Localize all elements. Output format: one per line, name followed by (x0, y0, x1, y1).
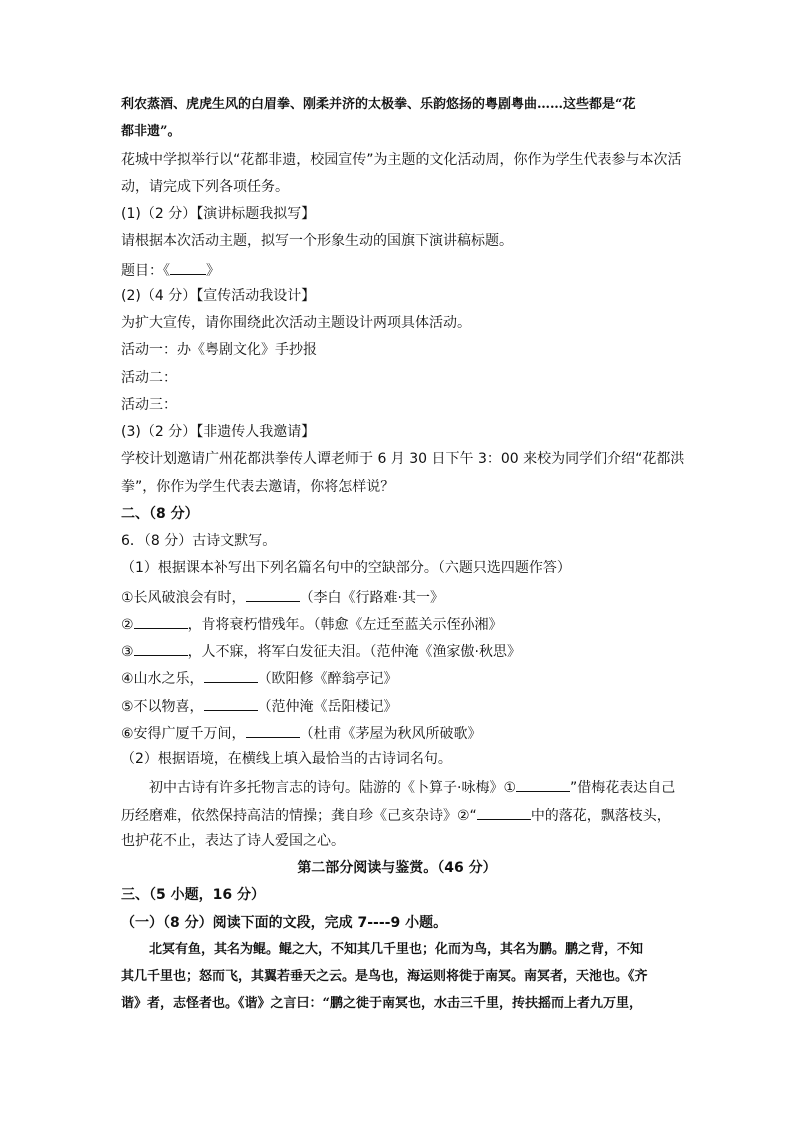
context-line-1: 花城中学拟举行以“花都非遗，校园宣传”为主题的文化活动周，你作为学生代表参与本次活 (121, 152, 682, 168)
context-blank-2[interactable] (477, 805, 531, 820)
intro-line-2: 都非遗”。 (121, 124, 181, 139)
task1-answer-suffix: 》 (206, 263, 220, 279)
title-blank[interactable] (170, 260, 206, 275)
passage-line-1: 北冥有鱼，其名为鲲。鲲之大，不知其几千里也；化而为鸟，其名为鹏。鹏之背，不知 (149, 942, 644, 957)
passage-line-3: 谐》者，志怪者也。《谐》之言曰：“鹏之徙于南冥也，水击三千里，抟扶摇而上者九万里， (121, 996, 642, 1011)
poem-item-5 (121, 696, 398, 716)
context-para-line-3: 也护花不止，表达了诗人爱国之心。 (121, 833, 345, 849)
section3-subtitle: （一）（8 分）阅读下面的文段，完成 7----9 小题。 (121, 915, 448, 931)
task3-line-1: 学校计划邀请广州花都洪拳传人谭老师于 6 月 30 日下午 3：00 来校为同学们介绍“花都洪 (121, 451, 685, 467)
section2-title: 二、（8 分） (121, 506, 199, 522)
para-line-2-post: 中的落花，飘落枝头， (530, 808, 671, 824)
task1-body: 请根据本次活动主题，拟写一个形象生动的国旗下演讲稿标题。 (121, 233, 513, 249)
poem-item-6 (121, 723, 482, 743)
poem-blank-6[interactable] (246, 723, 300, 738)
poem-item-5-post: （范仲淹《岳阳楼记》 (257, 699, 398, 715)
task3-line-2: 拳”，你作为学生代表去邀请，你将怎样说？ (121, 479, 395, 495)
poem-item-4-post: （欧阳修《醉翁亭记》 (257, 671, 398, 687)
activity-1: 活动一：办《粤剧文化》手抄报 (121, 342, 317, 358)
poem-item-1-pre: ①长风破浪会有时， (121, 590, 246, 606)
para-line-1-post: ”借梅花表达自己 (570, 780, 676, 796)
poem-item-1-post: （李白《行路难·其一》 (299, 590, 445, 606)
poem-item-6-pre: ⑥安得广厦千万间， (121, 726, 246, 742)
context-para-line-2 (121, 805, 671, 825)
poem-blank-4[interactable] (204, 668, 258, 683)
section3-title: 三、（5 小题，16 分） (121, 887, 265, 903)
poem-item-5-pre: ⑤不以物喜， (121, 699, 204, 715)
context-line-2: 动，请完成下列各项任务。 (121, 179, 289, 195)
task2-body: 为扩大宣传，请你围绕此次活动主题设计两项具体活动。 (121, 315, 471, 331)
activity-3: 活动三： (121, 397, 177, 413)
poem-item-4 (121, 668, 398, 688)
poem-blank-5[interactable] (204, 696, 258, 711)
poem-item-4-pre: ④山水之乐， (121, 671, 204, 687)
poem-item-3 (121, 641, 521, 661)
task1-answer-prefix: 题目：《 (121, 263, 170, 279)
poem-item-1 (121, 587, 444, 607)
part1-instruction: （1）根据课本补写出下列名篇名句中的空缺部分。（六题只选四题作答） (121, 560, 571, 576)
task2-heading: (2)（4 分）【宣传活动我设计】 (121, 288, 316, 304)
poem-item-3-post: ，人不寐，将军白发征夫泪。（范仲淹《渔家傲·秋思》 (187, 644, 522, 660)
part-two-title: 第二部分阅读与鉴赏。（46 分） (297, 860, 497, 876)
poem-item-2 (121, 614, 503, 634)
poem-item-2-pre: ② (121, 617, 134, 633)
activity-2: 活动二： (121, 370, 177, 386)
intro-line-1: 利农蒸酒、虎虎生风的白眉拳、刚柔并济的太极拳、乐韵悠扬的粤剧粤曲……这些都是“花 (121, 97, 636, 112)
para-line-2-pre: 历经磨难，依然保持高洁的情操；龚自珍《己亥杂诗》②“ (121, 808, 477, 824)
poem-item-6-post: （杜甫《茅屋为秋风所破歌》 (299, 726, 482, 742)
poem-blank-3[interactable] (134, 641, 188, 656)
task3-heading: (3)（2 分）【非遗传人我邀请】 (121, 424, 316, 440)
task1-heading: (1)（2 分）【演讲标题我拟写】 (121, 206, 316, 222)
para-line-1-pre: 初中古诗有许多托物言志的诗句。陆游的《卜算子·咏梅》① (149, 780, 516, 796)
question-6: 6．（8 分）古诗文默写。 (121, 533, 277, 549)
poem-blank-2[interactable] (134, 614, 188, 629)
passage-line-2: 其几千里也；怒而飞，其翼若垂天之云。是鸟也，海运则将徙于南冥。南冥者，天池也。《齐 (121, 969, 648, 984)
context-para-line-1 (149, 777, 675, 797)
context-blank-1[interactable] (516, 777, 570, 792)
poem-item-3-pre: ③ (121, 644, 134, 660)
poem-item-2-post: ，肯将衰朽惜残年。（韩愈《左迁至蓝关示侄孙湘》 (187, 617, 503, 633)
poem-blank-1[interactable] (246, 587, 300, 602)
part2-instruction: （2）根据语境，在横线上填入最恰当的古诗词名句。 (121, 751, 452, 767)
task1-answer (121, 260, 220, 280)
